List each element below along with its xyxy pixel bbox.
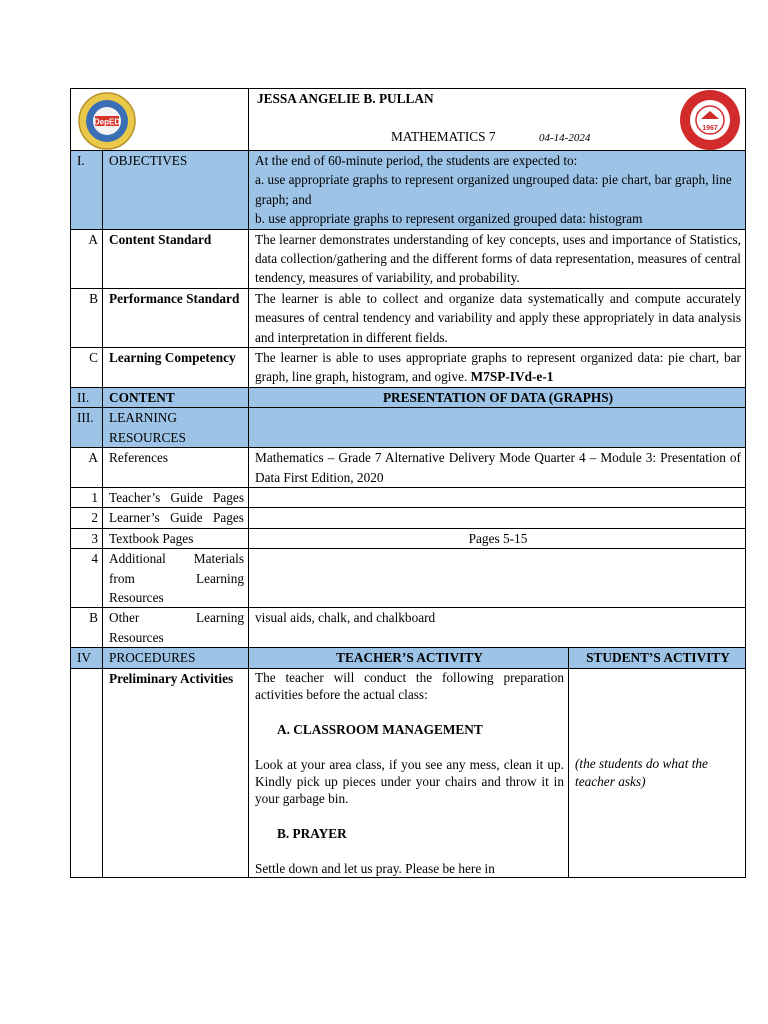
performance-standard-text: The learner is able to collect and organize data systematically and compute accurately measures of central tendency and variability and apply these appropriately in data analysis and interpretation in different fields. (249, 288, 746, 347)
performance-standard-num: B (71, 288, 103, 347)
lesson-plan-table (70, 88, 746, 878)
content-standard-num: A (71, 229, 103, 288)
content-standard-row (71, 229, 746, 288)
procedures-num: IV (71, 648, 103, 668)
references-num: A (71, 448, 103, 488)
content-num: II. (71, 387, 103, 407)
content-value: PRESENTATION OF DATA (GRAPHS) (249, 387, 746, 407)
learning-competency-text (249, 348, 746, 388)
other-resources-row (71, 608, 746, 648)
left-logo-cell (71, 89, 249, 151)
teachers-guide-row (71, 487, 746, 507)
learning-competency-label: Learning Competency (103, 348, 249, 388)
learning-resources-label: LEARNING RESOURCES (103, 408, 249, 448)
textbook-value: Pages 5-15 (249, 528, 746, 548)
learning-competency-body: The learner is able to uses appropriate graphs to represent organized data: pie chart, bar graph, line graph, histogram, and ogive. (255, 350, 741, 385)
textbook-num: 3 (71, 528, 103, 548)
performance-standard-row (71, 288, 746, 347)
additional-materials-value (249, 549, 746, 608)
prayer-text: Settle down and let us pray. Please be here in (255, 860, 495, 876)
learning-competency-row (71, 348, 746, 388)
school-seal-logo (677, 89, 743, 151)
references-row (71, 448, 746, 488)
learners-guide-label: Learner’s Guide Pages (103, 508, 249, 528)
preliminary-intro: The teacher will conduct the following preparation activities before the actual class: (255, 669, 564, 702)
objectives-row (71, 151, 746, 230)
content-standard-text: The learner demonstrates understanding of key concepts, uses and importance of Statistics, data collection/gathering and the different forms of data representation, measures of central tendency, measures of variability, and probability. (249, 229, 746, 288)
teachers-guide-label: Teacher’s Guide Pages (103, 487, 249, 507)
learning-resources-num: III. (71, 408, 103, 448)
additional-materials-num: 4 (71, 549, 103, 608)
preliminary-label: Preliminary Activities (103, 668, 249, 877)
teacher-activity-header: TEACHER’S ACTIVITY (249, 648, 569, 668)
other-resources-num: B (71, 608, 103, 648)
preliminary-row (71, 668, 746, 877)
other-resources-value: visual aids, chalk, and chalkboard (249, 608, 746, 648)
textbook-row (71, 528, 746, 548)
header-info-cell (249, 89, 746, 151)
objectives-item-b: b. use appropriate graphs to represent organized grouped data: histogram (255, 211, 643, 227)
competency-code: M7SP-IVd-e-1 (470, 369, 554, 385)
prayer-heading: B. PRAYER (277, 825, 347, 841)
references-label: References (103, 448, 249, 488)
learning-resources-row (71, 408, 746, 448)
student-activity-cell (569, 668, 746, 877)
other-resources-label: Other Learning Resources (103, 608, 249, 648)
procedures-label: PROCEDURES (103, 648, 249, 668)
content-row (71, 387, 746, 407)
deped-logo-text: DepED (93, 117, 121, 127)
performance-standard-label: Performance Standard (103, 288, 249, 347)
seal-year-text: 1967 (702, 125, 718, 132)
textbook-label: Textbook Pages (103, 528, 249, 548)
objectives-intro: At the end of 60-minute period, the students are expected to: (255, 153, 578, 168)
objectives-num: I. (71, 151, 103, 230)
learners-guide-num: 2 (71, 508, 103, 528)
student-response: (the students do what the teacher asks) (575, 755, 708, 789)
classroom-management-text: Look at your area class, if you see any mess, clean it up. Kindly pick up pieces under your chairs and throw it in your garbage bin. (255, 756, 564, 806)
objectives-label: OBJECTIVES (103, 151, 249, 230)
references-value: Mathematics – Grade 7 Alternative Delivery Mode Quarter 4 – Module 3: Presentation of Data First Edition, 2020 (249, 448, 746, 488)
objectives-item-a: a. use appropriate graphs to represent organized ungrouped data: pie chart, bar graph, line graph; and (255, 172, 732, 207)
lesson-date: 04-14-2024 (539, 132, 591, 144)
learning-competency-num: C (71, 348, 103, 388)
objectives-text (249, 151, 746, 230)
learners-guide-row (71, 508, 746, 528)
deped-logo (77, 91, 137, 151)
teachers-guide-value (249, 487, 746, 507)
additional-materials-label: Additional Materials from Learning Resources (103, 549, 249, 608)
student-activity-header: STUDENT’S ACTIVITY (569, 648, 746, 668)
preliminary-num (71, 668, 103, 877)
teacher-name: JESSA ANGELIE B. PULLAN (257, 91, 434, 106)
learning-resources-value (249, 408, 746, 448)
teacher-activity-cell (249, 668, 569, 877)
content-label: CONTENT (103, 387, 249, 407)
procedures-row (71, 648, 746, 668)
additional-materials-row (71, 549, 746, 608)
classroom-management-heading: A. CLASSROOM MANAGEMENT (277, 721, 483, 737)
header-row (71, 89, 746, 151)
learners-guide-value (249, 508, 746, 528)
teachers-guide-num: 1 (71, 487, 103, 507)
subject-title: MATHEMATICS 7 (391, 129, 496, 144)
content-standard-label: Content Standard (103, 229, 249, 288)
